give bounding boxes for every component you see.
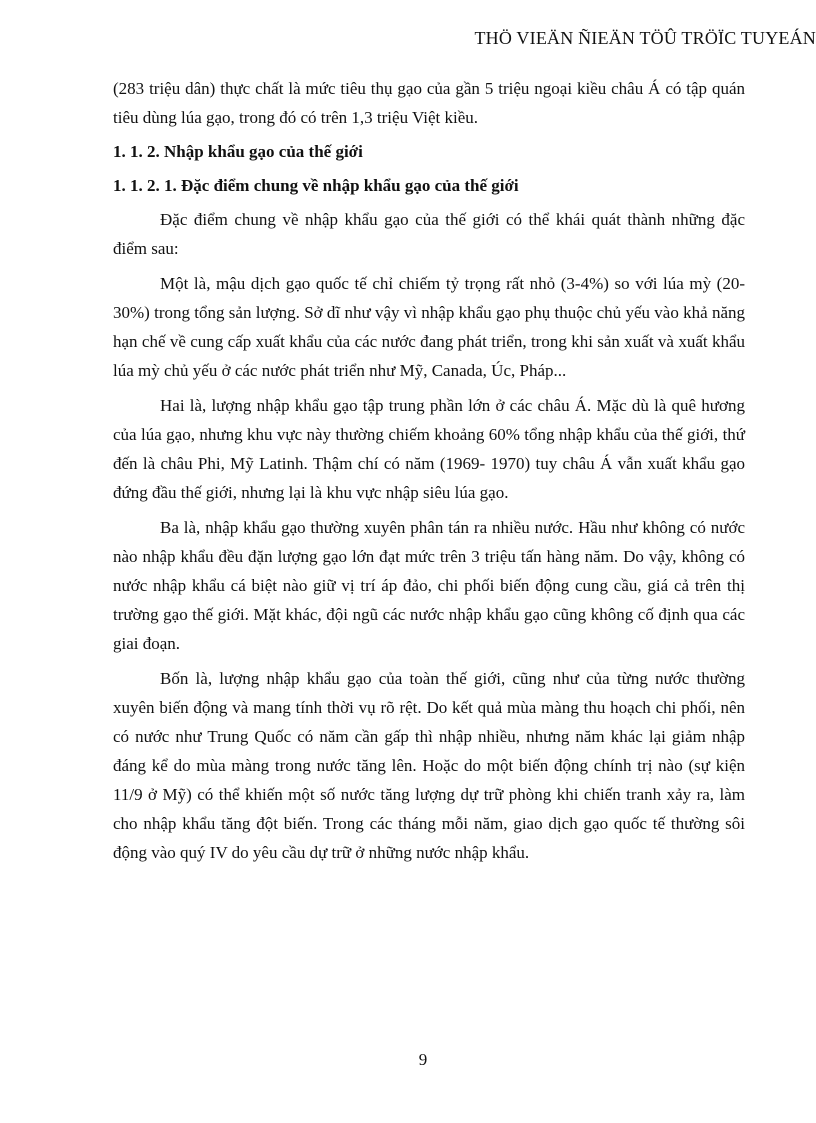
paragraph-point-two: Hai là, lượng nhập khẩu gạo tập trung phần lớn ở các châu Á. Mặc dù là quê hương của lúa gạo, nhưng khu vực này thường chiếm khoảng 60% tổng nhập khẩu của thế giới, thứ đến là châu Phi, Mỹ Latinh. Thậm chí có năm (1969- 1970) tuy châu Á vẫn xuất khẩu gạo đứng đầu thế giới, nhưng lại là khu vực nhập siêu lúa gạo. (113, 396, 745, 502)
paragraph-point-four: Bốn là, lượng nhập khẩu gạo của toàn thế giới, cũng như của từng nước thường xuyên biến động và mang tính thời vụ rõ rệt. Do kết quả mùa màng thu hoạch chi phối, nên có nước như Trung Quốc có năm cần gấp thì nhập nhiều, nhưng năm khác lại giảm nhập đáng kể do mùa màng trong nước tăng lên. Hoặc do một biến động chính trị nào (sự kiện 11/9 ở Mỹ) có thể khiến một số nước tăng lượng dự trữ phòng khi chiến tranh xảy ra, làm cho nhập khẩu tăng đột biến. Trong các tháng mỗi năm, giao dịch gạo quốc tế thường sôi động vào quý IV do yêu cầu dự trữ ở những nước nhập khẩu. (113, 669, 745, 862)
section-heading: 1. 1. 2. Nhập khẩu gạo của thế giới (113, 142, 363, 161)
continuation-paragraph: (283 triệu dân) thực chất là mức tiêu thụ gạo của gần 5 triệu ngoại kiều châu Á có tập quán tiêu dùng lúa gạo, trong đó có trên 1,3 triệu Việt kiều. (113, 79, 745, 127)
page-header-title: THÖ VIEÄN ÑIEÄN TÖÛ TRÖÏC TUYEÁN (474, 28, 816, 48)
subsection-heading: 1. 1. 2. 1. Đặc điểm chung về nhập khẩu gạo của thế giới (113, 176, 519, 195)
paragraph-point-three: Ba là, nhập khẩu gạo thường xuyên phân tán ra nhiều nước. Hầu như không có nước nào nhập khẩu đều đặn lượng gạo lớn đạt mức trên 3 triệu tấn hàng năm. Do vậy, không có nước nhập khẩu cá biệt nào giữ vị trí áp đảo, chi phối biến động cung cầu, giá cả trên thị trường gạo thế giới. Mặt khác, đội ngũ các nước nhập khẩu gạo cũng không cố định qua các giai đoạn. (113, 518, 745, 653)
document-body (113, 74, 745, 867)
paragraph-point-one: Một là, mậu dịch gạo quốc tế chỉ chiếm tỷ trọng rất nhỏ (3-4%) so với lúa mỳ (20- 30%) trong tổng sản lượng. Sở dĩ như vậy vì nhập khẩu gạo phụ thuộc chủ yếu vào khả năng hạn chế về cung cấp xuất khẩu của các nước đang phát triển, trong khi sản xuất và xuất khẩu lúa mỳ chủ yếu ở các nước phát triển như Mỹ, Canada, Úc, Pháp... (113, 274, 745, 380)
paragraph-intro: Đặc điểm chung về nhập khẩu gạo của thế giới có thể khái quát thành những đặc điểm sau: (113, 210, 745, 258)
page-number: 9 (418, 1050, 428, 1069)
